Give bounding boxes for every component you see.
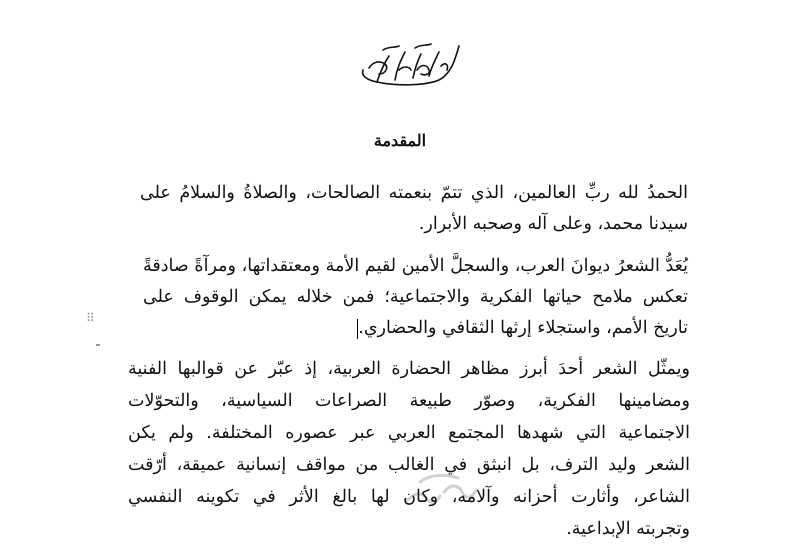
paragraph-mark bbox=[96, 344, 100, 346]
paragraph-poetry-definition[interactable] bbox=[143, 251, 688, 344]
document-heading: المقدمة bbox=[373, 131, 427, 150]
paragraph-intro[interactable] bbox=[140, 178, 688, 240]
paragraph-line: وتجربته الإبداعية. bbox=[566, 519, 690, 539]
paragraph-line: تعكس ملامح حياتها الفكرية والاجتماعية؛ فمن خلاله يمكن الوقوف على bbox=[143, 287, 688, 307]
paragraph-line-last bbox=[143, 313, 688, 344]
paragraph-line: الشاعر، وأثارت أحزانه وآلامه، وكان لها بالغ الأثر في تكوينه النفسي bbox=[128, 487, 690, 507]
paragraph-line: ومضامينها الفكرية، وصوّر طبيعة الصراعات السياسية، والتحوّلات bbox=[128, 391, 690, 411]
paragraph-poetry-civilization[interactable] bbox=[128, 353, 690, 545]
paragraph-drag-handle-icon[interactable]: ⠿ bbox=[86, 311, 97, 325]
paragraph-line-text: تاريخ الأمم، واستجلاء إرثها الثقافي والحضاري. bbox=[358, 318, 688, 338]
bismillah-calligraphy bbox=[355, 40, 465, 92]
watermark-logo bbox=[400, 462, 480, 514]
paragraph-line: الحمدُ لله ربِّ العالمين، الذي تتمّ بنعمته الصالحات، والصلاةُ والسلامُ على bbox=[140, 183, 688, 203]
paragraph-line: الاجتماعية التي شهدها المجتمع العربي عبر عصوره المختلفة. ولم يكن bbox=[128, 423, 690, 443]
paragraph-line: سيدنا محمد، وعلى آله وصحبه الأبرار. bbox=[418, 214, 688, 234]
paragraph-line: الشعر وليد الترف، بل انبثق في الغالب من مواقف إنسانية عميقة، أرّقت bbox=[128, 455, 690, 475]
paragraph-line: يُعَدُّ الشعرُ ديوانَ العرب، والسجلَّ الأمين لقيم الأمة ومعتقداتها، ومرآةً صادقةً bbox=[143, 256, 688, 276]
paragraph-line: ويمثّل الشعر أحدَ أبرز مظاهر الحضارة العربية، إذ عبّر عن قوالبها الفنية bbox=[128, 359, 690, 379]
